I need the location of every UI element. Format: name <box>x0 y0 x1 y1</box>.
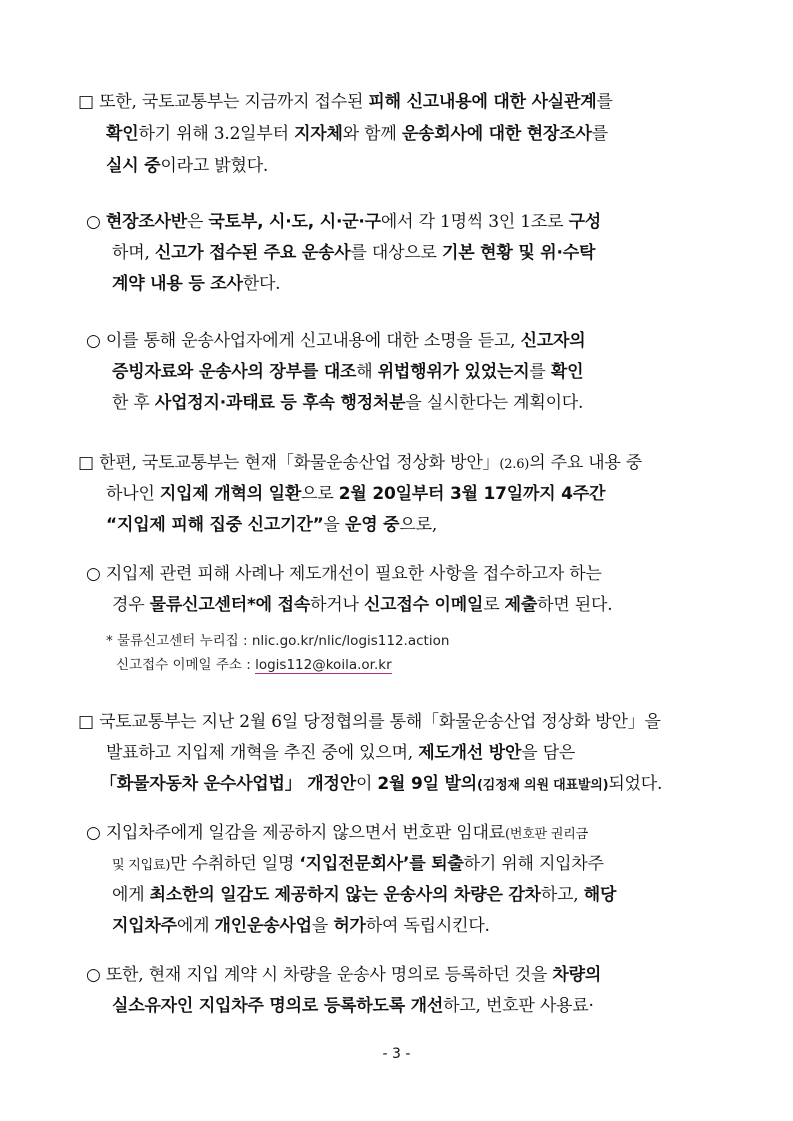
s3-sub2-line-1: ○ 또한, 현재 지입 계약 시 차량을 운송사 명의로 등록하던 것을 차량의 <box>86 965 602 985</box>
s3-line-3: 「화물자동차 운수사업법」 개정안이 2월 9일 발의(김정재 의원 대표발의)되었다. <box>100 774 663 794</box>
s1-sub1-line-1: ○ 현장조사반은 국토부, 시·도, 시·군·구에서 각 1명씩 3인 1조로 구성 <box>86 212 602 232</box>
s1-sub2-line-1: ○ 이를 통해 운송사업자에게 신고내용에 대한 소명을 듣고, 신고자의 <box>86 331 586 351</box>
s3-sub1-line-2: 및 지입료)만 수취하던 일명 ‘지입전문회사’를 퇴출하기 위해 지입차주 <box>112 854 604 874</box>
s2-line-3: “지입제 피해 집중 신고기간”을 운영 중으로, <box>106 515 438 535</box>
s2-line-1: □ 한편, 국토교통부는 현재「화물운송산업 정상화 방안」(2.6)의 주요 내용 중 <box>78 453 643 473</box>
s1-line-1: □ 또한, 국토교통부는 지금까지 접수된 피해 신고내용에 대한 사실관계를 <box>78 92 613 112</box>
s1-sub1-line-3: 계약 내용 등 조사한다. <box>112 274 281 294</box>
s3-line-1: □ 국토교통부는 지난 2월 6일 당정협의를 통해「화물운송산업 정상화 방안」을 <box>78 712 661 732</box>
s1-sub1-line-2: 하며, 신고가 접수된 주요 운송사를 대상으로 기본 현황 및 위·수탁 <box>112 243 596 263</box>
s1-sub2-line-3: 한 후 사업정지·과태료 등 후속 행정처분을 실시한다는 계획이다. <box>112 393 584 413</box>
footnote-line-2: 신고접수 이메일 주소 : logis112@koila.or.kr <box>116 657 392 673</box>
s1-sub2-line-2: 증빙자료와 운송사의 장부를 대조해 위법행위가 있었는지를 확인 <box>112 362 584 382</box>
s3-sub1-line-4: 지입차주에게 개인운송사업을 허가하여 독립시킨다. <box>112 916 490 936</box>
s3-sub1-line-1: ○ 지입차주에게 일감을 제공하지 않으면서 번호판 임대료(번호판 권리금 <box>86 823 588 843</box>
s3-sub2-line-2: 실소유자인 지입차주 명의로 등록하도록 개선하고, 번호판 사용료· <box>112 996 594 1016</box>
s2-line-2: 하나인 지입제 개혁의 일환으로 2월 20일부터 3월 17일까지 4주간 <box>106 484 606 504</box>
s3-sub1-line-3: 에게 최소한의 일감도 제공하지 않는 운송사의 차량은 감차하고, 해당 <box>112 885 617 905</box>
email-link[interactable]: logis112@koila.or.kr <box>255 657 392 673</box>
page-number: - 3 - <box>382 1046 411 1062</box>
footnote-line-1: * 물류신고센터 누리집 : nlic.go.kr/nlic/logis112.action <box>106 633 450 649</box>
s2-sub1-line-2: 경우 물류신고센터*에 접속하거나 신고접수 이메일로 제출하면 된다. <box>112 595 613 615</box>
s1-line-2: 확인하기 위해 3.2일부터 지자체와 함께 운송회사에 대한 현장조사를 <box>106 124 608 144</box>
s2-sub1-line-1: ○ 지입제 관련 피해 사례나 제도개선이 필요한 사항을 접수하고자 하는 <box>86 564 602 584</box>
s3-line-2: 발표하고 지입제 개혁을 추진 중에 있으며, 제도개선 방안을 담은 <box>106 743 576 763</box>
s1-line-3: 실시 중이라고 밝혔다. <box>106 156 269 176</box>
